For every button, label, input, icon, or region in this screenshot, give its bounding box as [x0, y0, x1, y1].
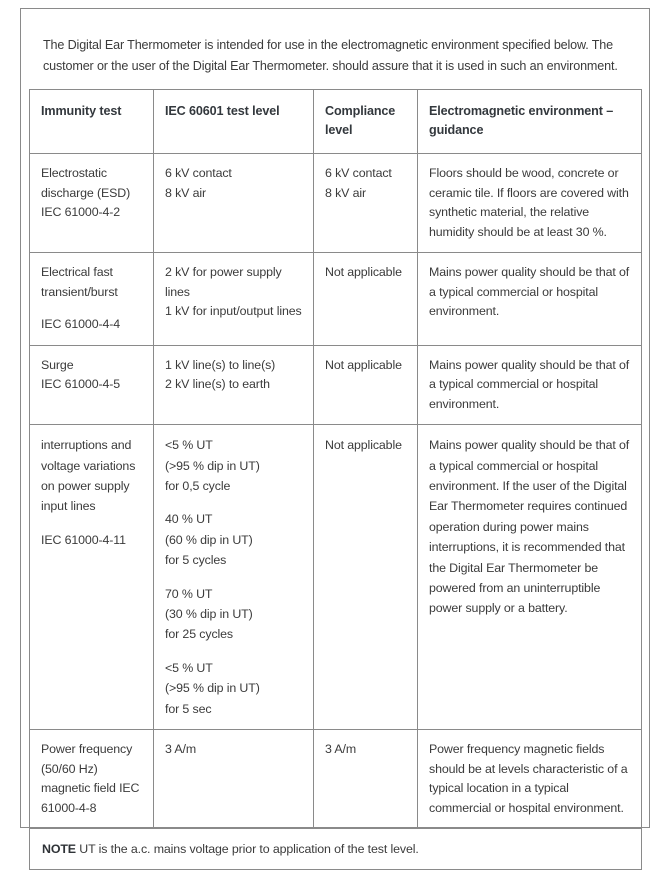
cell-test-level: 1 kV line(s) to line(s) 2 kV line(s) to earth: [154, 345, 314, 425]
test-level-block-1: <5 % UT (>95 % dip in UT) for 0,5 cycle: [165, 438, 260, 493]
cell-guidance: Mains power quality should be that of a typical commercial or hospital environment. If the user of the Digital Ear Thermometer requires continued operation during power mains interruptions, it is recommended that the Digital Ear Thermometer be powered from an uninterruptible power supply or a battery.: [418, 425, 642, 730]
immunity-test-name: Electrical fast transient/burst: [41, 265, 118, 299]
column-header-environment-guidance: Electromagnetic environment – guidance: [418, 90, 642, 154]
cell-compliance-level: 6 kV contact 8 kV air: [314, 154, 418, 253]
table-header-row: [30, 90, 642, 154]
cell-guidance: Mains power quality should be that of a typical commercial or hospital environment.: [418, 253, 642, 346]
cell-guidance: Mains power quality should be that of a typical commercial or hospital environment.: [418, 345, 642, 425]
spacer: [41, 517, 143, 530]
table-row: [30, 345, 642, 425]
test-level-block-2: 40 % UT (60 % dip in UT) for 5 cycles: [165, 512, 253, 568]
immunity-test-name: interruptions and voltage variations on power supply input lines: [41, 438, 136, 514]
table-row: [30, 253, 642, 346]
cell-test-level: 2 kV for power supply lines 1 kV for input/output lines: [154, 253, 314, 346]
test-level-block-4: <5 % UT (>95 % dip in UT) for 5 sec: [165, 660, 260, 716]
cell-test-level: [154, 425, 314, 730]
table-row: [30, 154, 642, 253]
cell-guidance: Floors should be wood, concrete or ceramic tile. If floors are covered with synthetic material, the relative humidity should be at least 30 %.: [418, 154, 642, 253]
spacer: [165, 571, 303, 584]
cell-immunity-test: [30, 253, 154, 346]
emc-immunity-table-block: [20, 8, 650, 857]
note-text: UT is the a.c. mains voltage prior to application of the test level.: [79, 842, 419, 857]
table-row: [30, 425, 642, 730]
cell-immunity-test: Electrostatic discharge (ESD) IEC 61000-4-2: [30, 154, 154, 253]
column-header-immunity-test: Immunity test: [30, 90, 154, 154]
cell-test-level: 6 kV contact 8 kV air: [154, 154, 314, 253]
column-header-compliance-level: Compliance level: [314, 90, 418, 154]
cell-guidance: Power frequency magnetic fields should be at levels characteristic of a typical location in a typical commercial or hospital environment.: [418, 730, 642, 829]
cell-compliance-level: Not applicable: [314, 253, 418, 346]
immunity-test-standard: IEC 61000-4-4: [41, 317, 121, 332]
cell-compliance-level: Not applicable: [314, 425, 418, 730]
cell-compliance-level: Not applicable: [314, 345, 418, 425]
cell-immunity-test: Surge IEC 61000-4-5: [30, 345, 154, 425]
immunity-test-standard: IEC 61000-4-11: [41, 532, 126, 547]
emc-immunity-table: [29, 89, 642, 870]
cell-test-level: 3 A/m: [154, 730, 314, 829]
spacer: [41, 302, 143, 315]
cell-immunity-test: Power frequency (50/60 Hz) magnetic field IEC 61000-4-8: [30, 730, 154, 829]
cell-immunity-test: [30, 425, 154, 730]
table-row: [30, 730, 642, 829]
intro-paragraph: The Digital Ear Thermometer is intended for use in the electromagnetic environment specified below. The customer or the user of the Digital Ear Thermometer. should assure that it is used in such an environment.: [43, 37, 618, 73]
table-header: [30, 90, 642, 154]
spacer: [165, 645, 303, 658]
spacer: [165, 496, 303, 509]
table-body: [30, 154, 642, 870]
column-header-iec-test-level: IEC 60601 test level: [154, 90, 314, 154]
test-level-block-3: 70 % UT (30 % dip in UT) for 25 cycles: [165, 586, 253, 642]
note-label: NOTE: [42, 842, 76, 857]
cell-compliance-level: 3 A/m: [314, 730, 418, 829]
